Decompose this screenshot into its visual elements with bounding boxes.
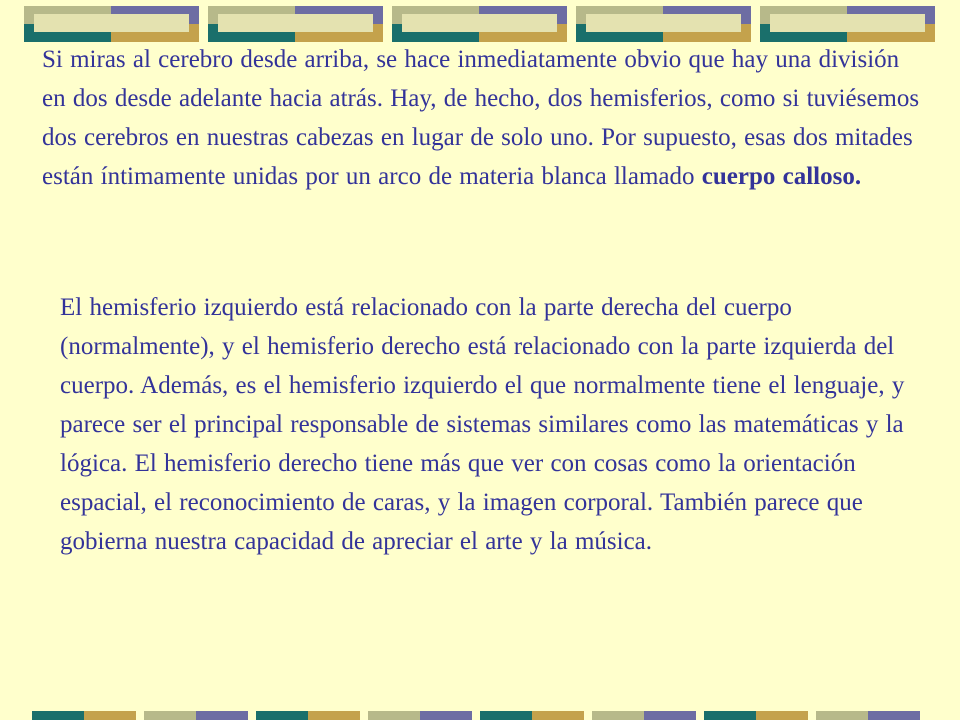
top-decorative-band xyxy=(0,6,960,42)
bottom-decorative-band xyxy=(0,711,960,720)
decorative-tile xyxy=(392,6,567,42)
decorative-tile xyxy=(760,6,935,42)
paragraph-1-text: Si miras al cerebro desde arriba, se hace inmediatamente obvio que hay una división en dos desde adelante hacia atrás. Hay, de hecho, dos hemisferios, como si tuviésemos dos cerebros en nuestras cabezas en lugar de solo uno. Por supuesto, esas dos mitades están íntimamente unidas por un arco de materia blanca llamado xyxy=(42,46,920,190)
decorative-tile xyxy=(576,6,751,42)
paragraph-hemispheres: El hemisferio izquierdo está relacionado con la parte derecha del cuerpo (normalmente), y el hemisferio derecho está relacionado con la parte izquierda del cuerpo. Además, es el hemisferio izquierdo el que normalmente tiene el lenguaje, y parece ser el principal responsable de sistemas similares como las matemáticas y la lógica. El hemisferio derecho tiene más que ver con cosas como la orientación espacial, el reconocimiento de caras, y la imagen corporal. También parece que gobierna nuestra capacidad de apreciar el arte y la música. xyxy=(60,294,905,555)
corpus-callosum-term: cuerpo calloso. xyxy=(701,163,862,190)
decorative-tile xyxy=(208,6,383,42)
decorative-tile xyxy=(24,6,199,42)
paragraph-corpus-callosum xyxy=(42,40,922,196)
